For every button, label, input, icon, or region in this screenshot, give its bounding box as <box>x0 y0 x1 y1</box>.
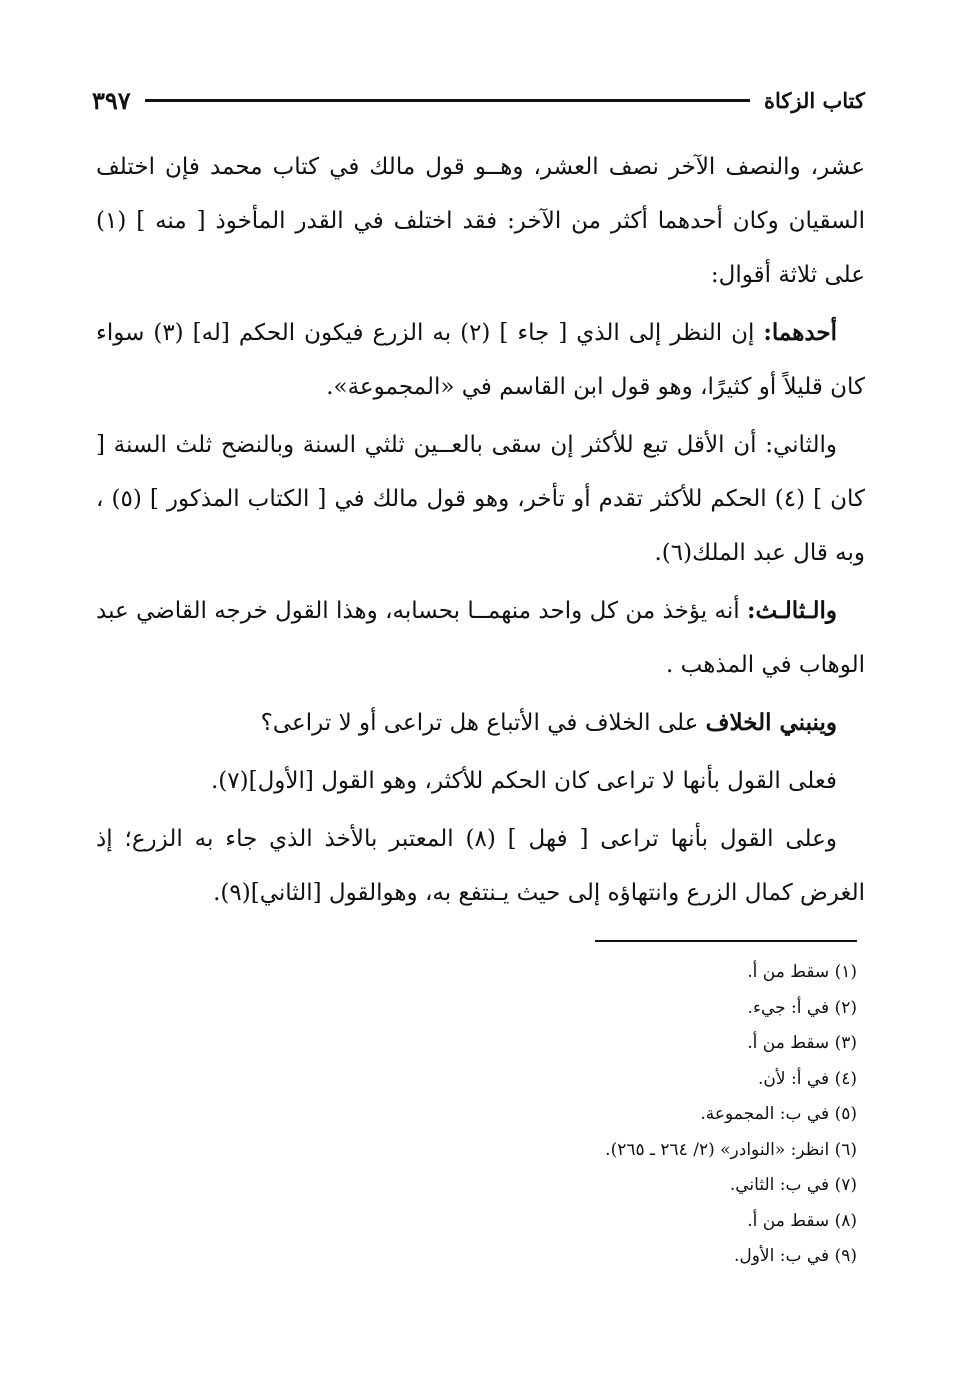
paragraph-lead: والـثالـث: <box>746 597 837 624</box>
running-header <box>92 80 865 120</box>
header-rule <box>145 99 750 102</box>
paragraph <box>96 754 865 808</box>
footnote: (١) سقط من أ. <box>747 962 857 982</box>
paragraph-text: أنه يؤخذ من كل واحد منهمــا بحسابه، وهذا القول خرجه القاضي عبد الوهاب في المذهب . <box>96 598 865 678</box>
paragraph-lead: أحدهما: <box>763 319 838 346</box>
footnote: (٧) في ب: الثاني. <box>729 1175 857 1195</box>
footnote: (٥) في ب: المجموعة. <box>700 1104 857 1124</box>
paragraph-text: إن النظر إلى الذي [ جاء ] (٢) به الزرع فيكون الحكم [له] (٣) سواء كان قليلاً أو كثيرًا، وهو قول ابن القاسم في «المجموعة». <box>96 320 865 400</box>
chapter-title: كتاب الزكاة <box>763 87 865 113</box>
page-number: ٣٩٧ <box>92 85 131 115</box>
footnote: (٩) في ب: الأول. <box>733 1246 857 1266</box>
paragraph-text: والثاني: أن الأقل تبع للأكثر إن سقى بالعــين ثلثي السنة وبالنضح ثلث السنة [ كان ] (٤) الحكم للأكثر تقدم أو تأخر، وهو قول مالك في [ الكتاب المذكور ] (٥) ، وبه قال عبد الملك(٦). <box>96 432 865 566</box>
paragraph <box>96 584 865 692</box>
paragraph-lead: وينبني الخلاف <box>705 709 837 736</box>
footnote: (٨) سقط من أ. <box>747 1210 857 1231</box>
footnote: (٣) سقط من أ. <box>747 1033 857 1053</box>
paragraph <box>96 696 865 750</box>
paragraph-text: عشر، والنصف الآخر نصف العشر، وهــو قول مالك في كتاب محمد فإن اختلف السقيان وكان أحدهما أكثر من الآخر: فقد اختلف في القدر المأخوذ [ منه ] (١) على ثلاثة أقوال: <box>96 154 865 288</box>
paragraph <box>96 418 865 580</box>
footnote-separator <box>595 940 857 942</box>
footnote: (٢) في أ: جيء. <box>747 997 857 1018</box>
footnote: (٦) انظر: «النوادر» (٢/ ٢٦٤ ـ ٢٦٥). <box>605 1139 857 1160</box>
paragraph <box>96 140 865 302</box>
footnote: (٤) في أ: لأن. <box>758 1068 857 1089</box>
paragraph-text: على الخلاف في الأتباع هل تراعى أو لا تراعى؟ <box>260 710 699 736</box>
footnotes <box>200 955 857 1275</box>
main-text <box>96 140 865 924</box>
paragraph-text: فعلى القول بأنها لا تراعى كان الحكم للأكثر، وهو القول [الأول](٧). <box>210 768 837 794</box>
paragraph <box>96 812 865 920</box>
paragraph <box>96 306 865 414</box>
paragraph-text: وعلى القول بأنها تراعى [ فهل ] (٨) المعتبر بالأخذ الذي جاء به الزرع؛ إذ الغرض كمال الزرع وانتهاؤه إلى حيث يـنتفع به، وهوالقول [الثاني](٩). <box>96 826 865 906</box>
